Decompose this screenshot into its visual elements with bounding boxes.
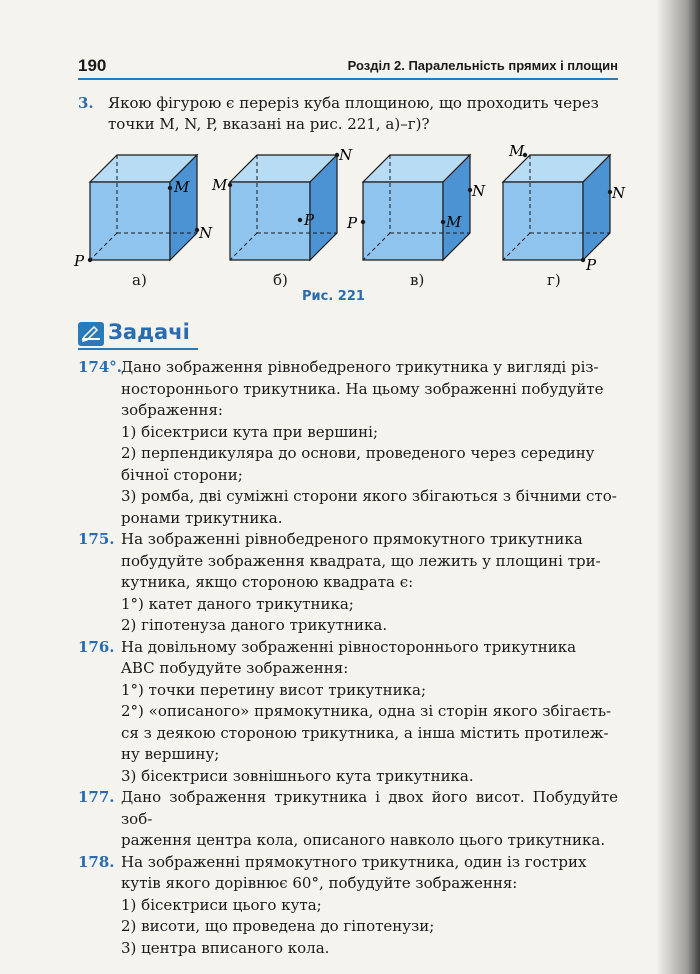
task-line: раження центра кола, описаного навколо цього трикутника.: [121, 831, 606, 849]
task-number: 174°.: [78, 358, 123, 376]
point-p: [88, 258, 92, 262]
question-number: 3.: [78, 94, 94, 112]
cube-figure-d: [495, 142, 626, 274]
cube-figure-a: [74, 150, 213, 270]
task-list: [78, 357, 618, 959]
task-number: 175.: [78, 530, 115, 548]
point-p: [361, 220, 365, 224]
cube-figure-c: [347, 150, 486, 269]
question-text-line: Якою фігурою є переріз куба площиною, що проходить через: [108, 94, 599, 112]
task-line: На довільному зображенні рівностороннього трикутника: [121, 637, 577, 656]
task-number: 177.: [78, 788, 115, 806]
page-edge-shadow: [656, 0, 700, 974]
label-m: M: [446, 213, 462, 231]
task-177: [78, 787, 618, 852]
point-p: [581, 258, 585, 262]
task-line: 1°) точки перетину висот трикутника;: [121, 680, 426, 699]
section-heading: [78, 320, 618, 350]
task-line: На зображенні рівнобедреного прямокутного трикутника: [121, 530, 583, 548]
label-n: N: [472, 182, 486, 200]
task-line: кутів якого дорівнює 60°, побудуйте зображення:: [121, 874, 518, 892]
task-175: [78, 529, 618, 637]
page-number: 190: [78, 56, 107, 75]
section-title: Задачі: [108, 320, 190, 344]
point-m: [168, 186, 172, 190]
task-line: ся з деякою стороною трикутника, а інша містить протилеж-: [121, 723, 609, 742]
label-p: P: [74, 252, 85, 270]
running-title: Розділ 2. Паралельність прямих і площин: [347, 58, 618, 73]
task-line: 3) бісектриси зовнішнього кута трикутника.: [121, 766, 474, 785]
point-p: [298, 218, 302, 222]
task-number: 178.: [78, 852, 115, 871]
label-n: N: [612, 184, 626, 202]
label-n: N: [199, 224, 213, 242]
task-line: 1°) катет даного трикутника;: [121, 594, 354, 613]
task-line: На зображенні прямокутного трикутника, один із гострих: [121, 852, 587, 871]
task-178: [78, 852, 618, 960]
task-line: ABC побудуйте зображення:: [121, 659, 349, 677]
task-line: Дано зображення трикутника і двох його висот. Побудуйте зоб-: [121, 788, 618, 828]
task-line: ронами трикутника.: [121, 508, 283, 527]
cube-b-drawing: [212, 146, 353, 265]
cube-caption-c: в): [410, 271, 425, 289]
task-line: зображення:: [121, 401, 223, 419]
task-number: 176.: [78, 637, 115, 656]
task-line: 3) ромба, дві суміжні сторони якого збігаються з бічними сто-: [121, 487, 617, 505]
cube-caption-b: б): [273, 271, 288, 289]
label-p: P: [347, 214, 358, 232]
cube-caption-d: г): [547, 271, 561, 289]
task-line: 1) бісектриси цього кута;: [121, 895, 322, 914]
label-p: P: [304, 211, 315, 229]
label-p: P: [586, 256, 597, 274]
cube-c-drawing: [347, 150, 486, 265]
section-underline: [78, 348, 198, 350]
task-line: ностороннього трикутника. На цьому зображенні побудуйте: [121, 379, 604, 398]
task-line: побудуйте зображення квадрата, що лежить у площині три-: [121, 551, 601, 570]
task-line: кутника, якщо стороною квадрата є:: [121, 573, 414, 591]
label-m: M: [212, 176, 228, 194]
task-line: 1) бісектриси кута при вершині;: [121, 422, 378, 441]
task-174: [78, 357, 618, 529]
task-line: 2) гіпотенуза даного трикутника.: [121, 616, 388, 634]
task-line: 2) перпендикуляра до основи, проведеного через середину: [121, 444, 595, 462]
question-3: [78, 93, 618, 135]
task-line: 2°) «описаного» прямокутника, одна зі сторін якого збігаєть-: [121, 702, 612, 720]
task-line: бічної сторони;: [121, 465, 243, 484]
pencil-icon: [78, 322, 104, 346]
point-m: [228, 183, 232, 187]
label-n: N: [339, 146, 353, 164]
task-line: 2) висоти, що проведена до гіпотенузи;: [121, 917, 435, 935]
figure-caption: Рис. 221: [302, 289, 365, 304]
label-m: M: [174, 178, 190, 196]
question-text-line: точки M, N, P, вказані на рис. 221, а)–г)?: [108, 115, 430, 133]
task-176: [78, 637, 618, 788]
point-m: [441, 220, 445, 224]
label-m: M: [509, 142, 525, 160]
task-line: ну вершину;: [121, 745, 220, 763]
cube-d-drawing: [495, 142, 626, 274]
task-line: Дано зображення рівнобедреного трикутника у вигляді різ-: [121, 358, 599, 376]
cube-a-drawing: [74, 150, 213, 270]
cube-caption-a: а): [132, 271, 147, 289]
task-line: 3) центра вписаного кола.: [121, 938, 330, 957]
page-header: [78, 56, 618, 80]
cube-figure-b: [212, 146, 353, 269]
